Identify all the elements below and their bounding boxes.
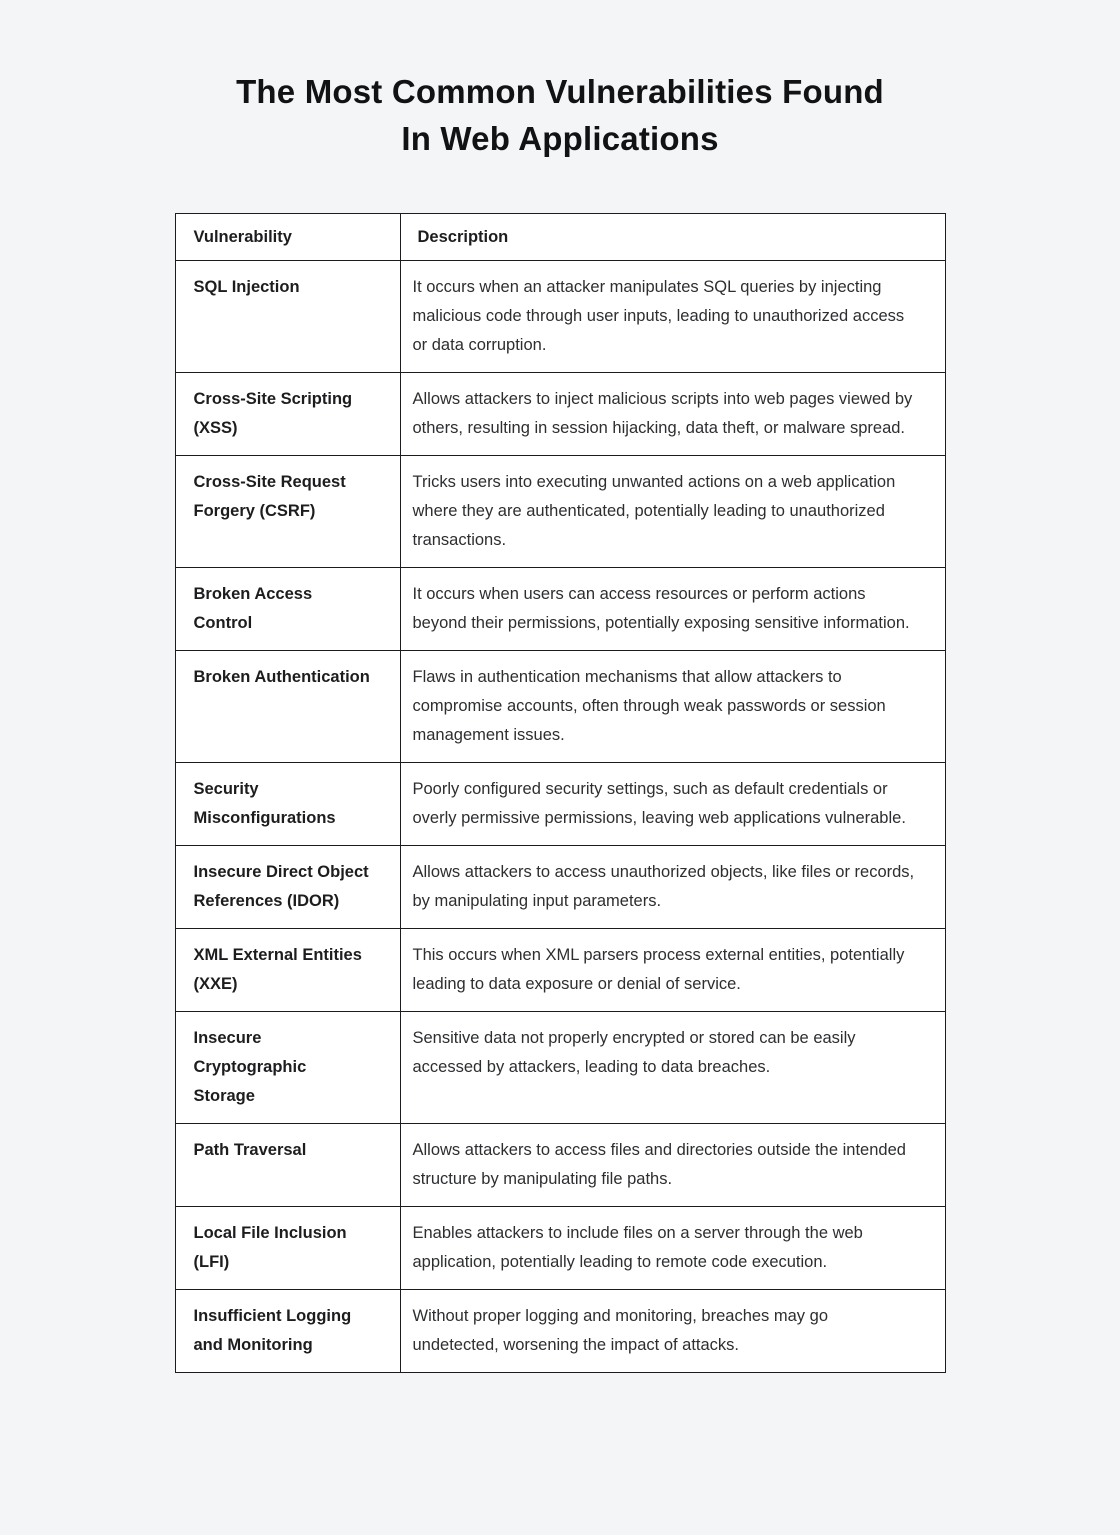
- table-row: [175, 456, 945, 568]
- table-row: [175, 261, 945, 373]
- description-cell: This occurs when XML parsers process external entities, potentially leading to data exposure or denial of service.: [400, 929, 945, 1012]
- vulnerability-cell: XML External Entities (XXE): [175, 929, 400, 1012]
- vulnerability-cell: Insufficient Logging and Monitoring: [175, 1290, 400, 1373]
- table-row: [175, 1290, 945, 1373]
- column-header-description: Description: [400, 214, 945, 261]
- vulnerability-cell: Broken Access Control: [175, 568, 400, 651]
- table-row: [175, 1012, 945, 1124]
- table-row: [175, 1207, 945, 1290]
- table-row: [175, 373, 945, 456]
- description-cell: Allows attackers to access unauthorized objects, like files or records, by manipulating input parameters.: [400, 846, 945, 929]
- vulnerability-cell: Security Misconfigurations: [175, 763, 400, 846]
- table-row: [175, 1124, 945, 1207]
- vulnerability-cell: Cross-Site Scripting (XSS): [175, 373, 400, 456]
- description-cell: Flaws in authentication mechanisms that allow attackers to compromise accounts, often through weak passwords or session management issues.: [400, 651, 945, 763]
- description-cell: Poorly configured security settings, such as default credentials or overly permissive permissions, leaving web applications vulnerable.: [400, 763, 945, 846]
- page-title-line-2: In Web Applications: [401, 120, 719, 157]
- table-row: [175, 651, 945, 763]
- description-cell: Sensitive data not properly encrypted or stored can be easily accessed by attackers, leading to data breaches.: [400, 1012, 945, 1124]
- page-title: [130, 68, 990, 162]
- description-cell: Allows attackers to inject malicious scripts into web pages viewed by others, resulting in session hijacking, data theft, or malware spread.: [400, 373, 945, 456]
- column-header-vulnerability: Vulnerability: [175, 214, 400, 261]
- table-row: [175, 568, 945, 651]
- description-cell: Without proper logging and monitoring, breaches may go undetected, worsening the impact of attacks.: [400, 1290, 945, 1373]
- table-body: [175, 261, 945, 1373]
- vulnerability-cell: Insecure Direct Object References (IDOR): [175, 846, 400, 929]
- table-row: [175, 763, 945, 846]
- vulnerability-cell: Path Traversal: [175, 1124, 400, 1207]
- vulnerability-cell: Broken Authentication: [175, 651, 400, 763]
- vulnerability-cell: SQL Injection: [175, 261, 400, 373]
- vulnerability-cell: Local File Inclusion (LFI): [175, 1207, 400, 1290]
- table-header-row: [175, 214, 945, 261]
- table-row: [175, 846, 945, 929]
- vulnerability-cell: Cross-Site Request Forgery (CSRF): [175, 456, 400, 568]
- page-title-line-1: The Most Common Vulnerabilities Found: [236, 73, 884, 110]
- description-cell: It occurs when users can access resources or perform actions beyond their permissions, potentially exposing sensitive information.: [400, 568, 945, 651]
- description-cell: Enables attackers to include files on a server through the web application, potentially leading to remote code execution.: [400, 1207, 945, 1290]
- description-cell: It occurs when an attacker manipulates SQL queries by injecting malicious code through user inputs, leading to unauthorized access or data corruption.: [400, 261, 945, 373]
- vulnerability-cell: Insecure Cryptographic Storage: [175, 1012, 400, 1124]
- table-header: [175, 214, 945, 261]
- table-row: [175, 929, 945, 1012]
- description-cell: Tricks users into executing unwanted actions on a web application where they are authenticated, potentially leading to unauthorized transactions.: [400, 456, 945, 568]
- description-cell: Allows attackers to access files and directories outside the intended structure by manipulating file paths.: [400, 1124, 945, 1207]
- vulnerabilities-table: [175, 213, 946, 1373]
